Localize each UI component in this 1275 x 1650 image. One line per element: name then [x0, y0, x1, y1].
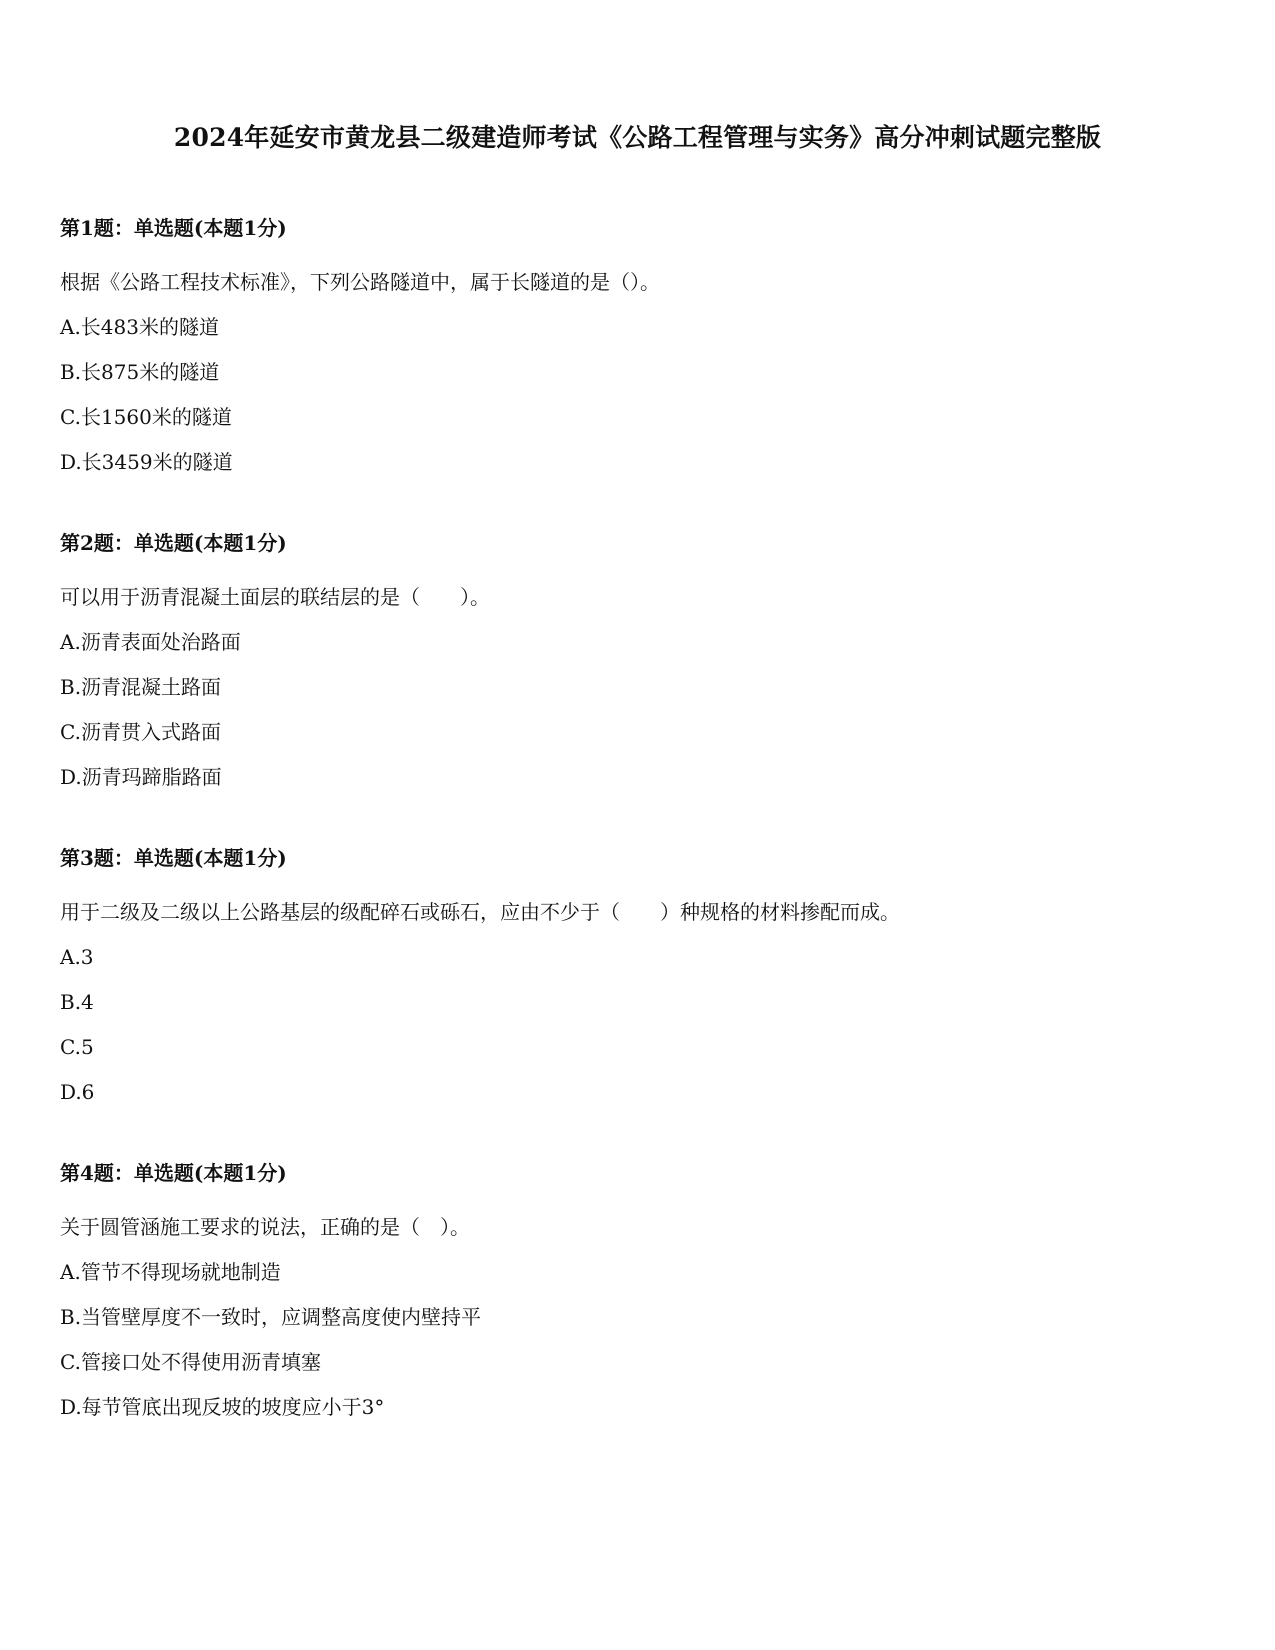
question-list	[60, 214, 1210, 1474]
option-a: A.3	[60, 945, 94, 969]
option-c: C.管接口处不得使用沥青填塞	[60, 1350, 321, 1374]
question-stem: 可以用于沥青混凝土面层的联结层的是（ ）。	[60, 585, 490, 609]
question-header: 第1题：单选题(本题1分)	[60, 216, 287, 240]
question-header: 第3题：单选题(本题1分)	[60, 846, 287, 870]
question-stem: 用于二级及二级以上公路基层的级配碎石或砾石，应由不少于（ ）种规格的材料掺配而成。	[60, 900, 900, 924]
document-title: 2024年延安市黄龙县二级建造师考试《公路工程管理与实务》高分冲刺试题完整版	[173, 123, 1102, 152]
option-c: C.长1560米的隧道	[60, 405, 232, 429]
question-stem: 根据《公路工程技术标准》，下列公路隧道中，属于长隧道的是（）。	[60, 270, 660, 294]
question-4	[60, 1159, 1210, 1474]
option-d: D.每节管底出现反坡的坡度应小于3°	[60, 1395, 385, 1419]
question-header: 第4题：单选题(本题1分)	[60, 1161, 287, 1185]
option-b: B.4	[60, 990, 94, 1014]
option-c: C.沥青贯入式路面	[60, 720, 221, 744]
question-stem: 关于圆管涵施工要求的说法，正确的是（ ）。	[60, 1215, 470, 1239]
option-list	[60, 1258, 1210, 1421]
option-b: B.沥青混凝土路面	[60, 675, 222, 699]
option-list	[60, 628, 1210, 791]
option-a: A.管节不得现场就地制造	[60, 1260, 281, 1284]
option-list	[60, 313, 1210, 476]
question-1	[60, 214, 1210, 529]
option-a: A.沥青表面处治路面	[60, 630, 241, 654]
question-header: 第2题：单选题(本题1分)	[60, 531, 287, 555]
option-d: D.6	[60, 1080, 95, 1104]
option-b: B.当管壁厚度不一致时，应调整高度使内壁持平	[60, 1305, 482, 1329]
option-c: C.5	[60, 1035, 94, 1059]
option-d: D.沥青玛蹄脂路面	[60, 765, 222, 789]
option-d: D.长3459米的隧道	[60, 450, 233, 474]
option-b: B.长875米的隧道	[60, 360, 220, 384]
question-2	[60, 529, 1210, 844]
question-3	[60, 844, 1210, 1159]
option-a: A.长483米的隧道	[60, 315, 219, 339]
option-list	[60, 943, 1210, 1106]
